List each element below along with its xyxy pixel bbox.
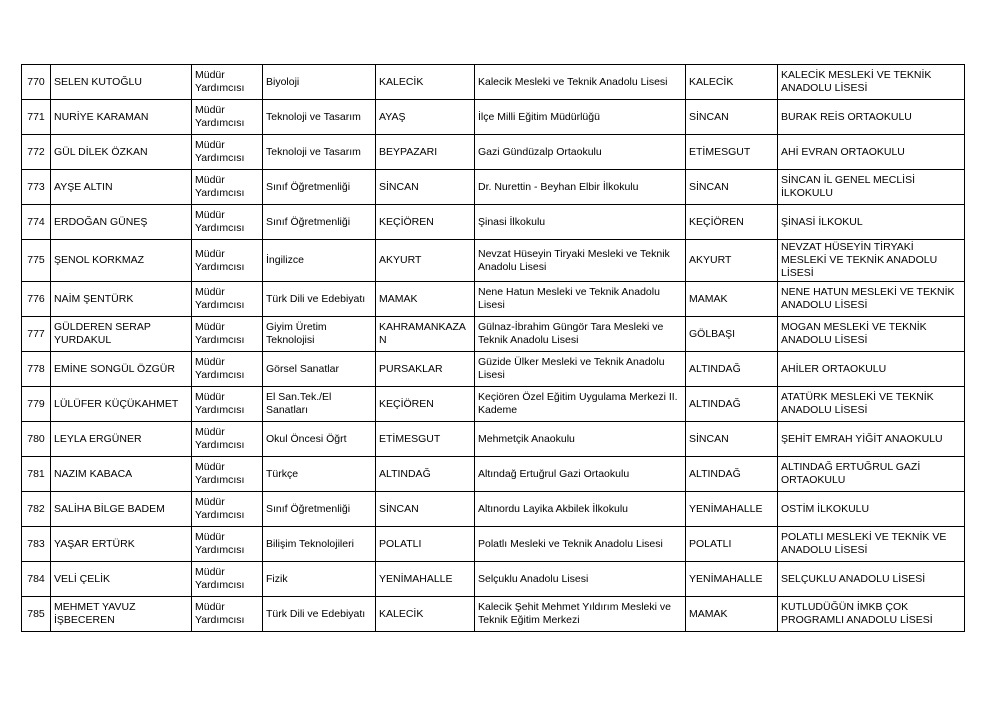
current-school: Kalecik Mesleki ve Teknik Anadolu Lisesi — [475, 65, 686, 100]
table-row — [22, 352, 965, 387]
branch: Sınıf Öğretmenliği — [263, 170, 376, 205]
assigned-district: ETİMESGUT — [686, 135, 778, 170]
assigned-school: ATATÜRK MESLEKİ VE TEKNİK ANADOLU LİSESİ — [778, 387, 965, 422]
current-school: Altındağ Ertuğrul Gazi Ortaokulu — [475, 457, 686, 492]
person-name: NAİM ŞENTÜRK — [51, 282, 192, 317]
assigned-school: ŞİNASİ İLKOKUL — [778, 205, 965, 240]
table-row — [22, 562, 965, 597]
person-name: GÜLDEREN SERAP YURDAKUL — [51, 317, 192, 352]
assigned-district: ALTINDAĞ — [686, 352, 778, 387]
current-school: Polatlı Mesleki ve Teknik Anadolu Lisesi — [475, 527, 686, 562]
position-title: Müdür Yardımcısı — [192, 240, 263, 282]
person-name: GÜL DİLEK ÖZKAN — [51, 135, 192, 170]
assigned-school: SELÇUKLU ANADOLU LİSESİ — [778, 562, 965, 597]
table-row — [22, 457, 965, 492]
row-number: 779 — [22, 387, 51, 422]
person-name: LEYLA ERGÜNER — [51, 422, 192, 457]
branch: Teknoloji ve Tasarım — [263, 100, 376, 135]
position-title: Müdür Yardımcısı — [192, 422, 263, 457]
current-district: KALECİK — [376, 65, 475, 100]
assigned-district: MAMAK — [686, 597, 778, 632]
assigned-district: POLATLI — [686, 527, 778, 562]
table-row — [22, 100, 965, 135]
current-district: POLATLI — [376, 527, 475, 562]
current-school: Selçuklu Anadolu Lisesi — [475, 562, 686, 597]
assigned-school: BURAK REİS ORTAOKULU — [778, 100, 965, 135]
assigned-school: MOGAN MESLEKİ VE TEKNİK ANADOLU LİSESİ — [778, 317, 965, 352]
assigned-school: POLATLI MESLEKİ VE TEKNİK VE ANADOLU LİSESİ — [778, 527, 965, 562]
assigned-district: GÖLBAŞI — [686, 317, 778, 352]
current-district: KALECİK — [376, 597, 475, 632]
person-name: LÜLÜFER KÜÇÜKAHMET — [51, 387, 192, 422]
position-title: Müdür Yardımcısı — [192, 205, 263, 240]
table-row — [22, 170, 965, 205]
table-row — [22, 492, 965, 527]
branch: Sınıf Öğretmenliği — [263, 492, 376, 527]
current-district: KEÇİÖREN — [376, 205, 475, 240]
row-number: 773 — [22, 170, 51, 205]
current-school: Kalecik Şehit Mehmet Yıldırım Mesleki ve Teknik Eğitim Merkezi — [475, 597, 686, 632]
assigned-school: NENE HATUN MESLEKİ VE TEKNİK ANADOLU LİSESİ — [778, 282, 965, 317]
current-district: ETİMESGUT — [376, 422, 475, 457]
assigned-district: SİNCAN — [686, 170, 778, 205]
current-school: Güzide Ülker Mesleki ve Teknik Anadolu Lisesi — [475, 352, 686, 387]
branch: Okul Öncesi Öğrt — [263, 422, 376, 457]
table-row — [22, 240, 965, 282]
position-title: Müdür Yardımcısı — [192, 562, 263, 597]
assigned-school: SİNCAN İL GENEL MECLİSİ İLKOKULU — [778, 170, 965, 205]
position-title: Müdür Yardımcısı — [192, 317, 263, 352]
row-number: 785 — [22, 597, 51, 632]
person-name: SELEN KUTOĞLU — [51, 65, 192, 100]
assigned-district: AKYURT — [686, 240, 778, 282]
branch: Sınıf Öğretmenliği — [263, 205, 376, 240]
current-district: AYAŞ — [376, 100, 475, 135]
table-row — [22, 282, 965, 317]
position-title: Müdür Yardımcısı — [192, 527, 263, 562]
position-title: Müdür Yardımcısı — [192, 387, 263, 422]
row-number: 775 — [22, 240, 51, 282]
table-row — [22, 422, 965, 457]
current-school: İlçe Milli Eğitim Müdürlüğü — [475, 100, 686, 135]
person-name: VELİ ÇELİK — [51, 562, 192, 597]
person-name: MEHMET YAVUZ İŞBECEREN — [51, 597, 192, 632]
position-title: Müdür Yardımcısı — [192, 492, 263, 527]
assigned-district: YENİMAHALLE — [686, 492, 778, 527]
assigned-school: ŞEHİT EMRAH YİĞİT ANAOKULU — [778, 422, 965, 457]
table-row — [22, 527, 965, 562]
table-row — [22, 135, 965, 170]
position-title: Müdür Yardımcısı — [192, 597, 263, 632]
row-number: 774 — [22, 205, 51, 240]
current-district: SİNCAN — [376, 170, 475, 205]
row-number: 783 — [22, 527, 51, 562]
current-district: YENİMAHALLE — [376, 562, 475, 597]
appointment-table — [21, 64, 965, 632]
assigned-school: ALTINDAĞ ERTUĞRUL GAZİ ORTAOKULU — [778, 457, 965, 492]
position-title: Müdür Yardımcısı — [192, 170, 263, 205]
current-school: Nene Hatun Mesleki ve Teknik Anadolu Lisesi — [475, 282, 686, 317]
person-name: NURİYE KARAMAN — [51, 100, 192, 135]
person-name: YAŞAR ERTÜRK — [51, 527, 192, 562]
assigned-district: ALTINDAĞ — [686, 457, 778, 492]
assigned-school: AHİLER ORTAOKULU — [778, 352, 965, 387]
branch: Fizik — [263, 562, 376, 597]
assigned-district: KALECİK — [686, 65, 778, 100]
branch: İngilizce — [263, 240, 376, 282]
row-number: 772 — [22, 135, 51, 170]
current-school: Altınordu Layika Akbilek İlkokulu — [475, 492, 686, 527]
person-name: SALİHA BİLGE BADEM — [51, 492, 192, 527]
position-title: Müdür Yardımcısı — [192, 457, 263, 492]
row-number: 781 — [22, 457, 51, 492]
row-number: 778 — [22, 352, 51, 387]
branch: Teknoloji ve Tasarım — [263, 135, 376, 170]
branch: Türk Dili ve Edebiyatı — [263, 282, 376, 317]
position-title: Müdür Yardımcısı — [192, 352, 263, 387]
current-district: MAMAK — [376, 282, 475, 317]
position-title: Müdür Yardımcısı — [192, 282, 263, 317]
table-body — [22, 65, 965, 632]
current-school: Keçiören Özel Eğitim Uygulama Merkezi II. Kademe — [475, 387, 686, 422]
current-district: PURSAKLAR — [376, 352, 475, 387]
assigned-school: AHİ EVRAN ORTAOKULU — [778, 135, 965, 170]
current-district: KAHRAMANKAZAN — [376, 317, 475, 352]
current-school: Şinasi İlkokulu — [475, 205, 686, 240]
current-district: BEYPAZARI — [376, 135, 475, 170]
person-name: ERDOĞAN GÜNEŞ — [51, 205, 192, 240]
table-row — [22, 597, 965, 632]
assigned-district: SİNCAN — [686, 100, 778, 135]
branch: Bilişim Teknolojileri — [263, 527, 376, 562]
person-name: AYŞE ALTIN — [51, 170, 192, 205]
position-title: Müdür Yardımcısı — [192, 65, 263, 100]
current-district: AKYURT — [376, 240, 475, 282]
current-school: Mehmetçik Anaokulu — [475, 422, 686, 457]
row-number: 771 — [22, 100, 51, 135]
branch: Görsel Sanatlar — [263, 352, 376, 387]
current-district: SİNCAN — [376, 492, 475, 527]
assigned-district: ALTINDAĞ — [686, 387, 778, 422]
table-row — [22, 205, 965, 240]
position-title: Müdür Yardımcısı — [192, 135, 263, 170]
table-row — [22, 65, 965, 100]
table-row — [22, 387, 965, 422]
branch: Türkçe — [263, 457, 376, 492]
row-number: 782 — [22, 492, 51, 527]
assigned-school: NEVZAT HÜSEYİN TİRYAKİ MESLEKİ VE TEKNİK ANADOLU LİSESİ — [778, 240, 965, 282]
assigned-district: MAMAK — [686, 282, 778, 317]
assigned-school: KALECİK MESLEKİ VE TEKNİK ANADOLU LİSESİ — [778, 65, 965, 100]
row-number: 780 — [22, 422, 51, 457]
current-school: Nevzat Hüseyin Tiryaki Mesleki ve Teknik Anadolu Lisesi — [475, 240, 686, 282]
current-district: ALTINDAĞ — [376, 457, 475, 492]
row-number: 776 — [22, 282, 51, 317]
person-name: ŞENOL KORKMAZ — [51, 240, 192, 282]
branch: Biyoloji — [263, 65, 376, 100]
row-number: 784 — [22, 562, 51, 597]
branch: El San.Tek./El Sanatları — [263, 387, 376, 422]
assigned-district: YENİMAHALLE — [686, 562, 778, 597]
position-title: Müdür Yardımcısı — [192, 100, 263, 135]
row-number: 777 — [22, 317, 51, 352]
current-school: Dr. Nurettin - Beyhan Elbir İlkokulu — [475, 170, 686, 205]
branch: Giyim Üretim Teknolojisi — [263, 317, 376, 352]
branch: Türk Dili ve Edebiyatı — [263, 597, 376, 632]
person-name: NAZIM KABACA — [51, 457, 192, 492]
assigned-district: SİNCAN — [686, 422, 778, 457]
assigned-district: KEÇİÖREN — [686, 205, 778, 240]
current-school: Gazi Gündüzalp Ortaokulu — [475, 135, 686, 170]
assigned-school: OSTİM İLKOKULU — [778, 492, 965, 527]
person-name: EMİNE SONGÜL ÖZGÜR — [51, 352, 192, 387]
row-number: 770 — [22, 65, 51, 100]
current-district: KEÇİÖREN — [376, 387, 475, 422]
current-school: Gülnaz-İbrahim Güngör Tara Mesleki ve Teknik Anadolu Lisesi — [475, 317, 686, 352]
assigned-school: KUTLUDÜĞÜN İMKB ÇOK PROGRAMLI ANADOLU LİSESİ — [778, 597, 965, 632]
table-row — [22, 317, 965, 352]
